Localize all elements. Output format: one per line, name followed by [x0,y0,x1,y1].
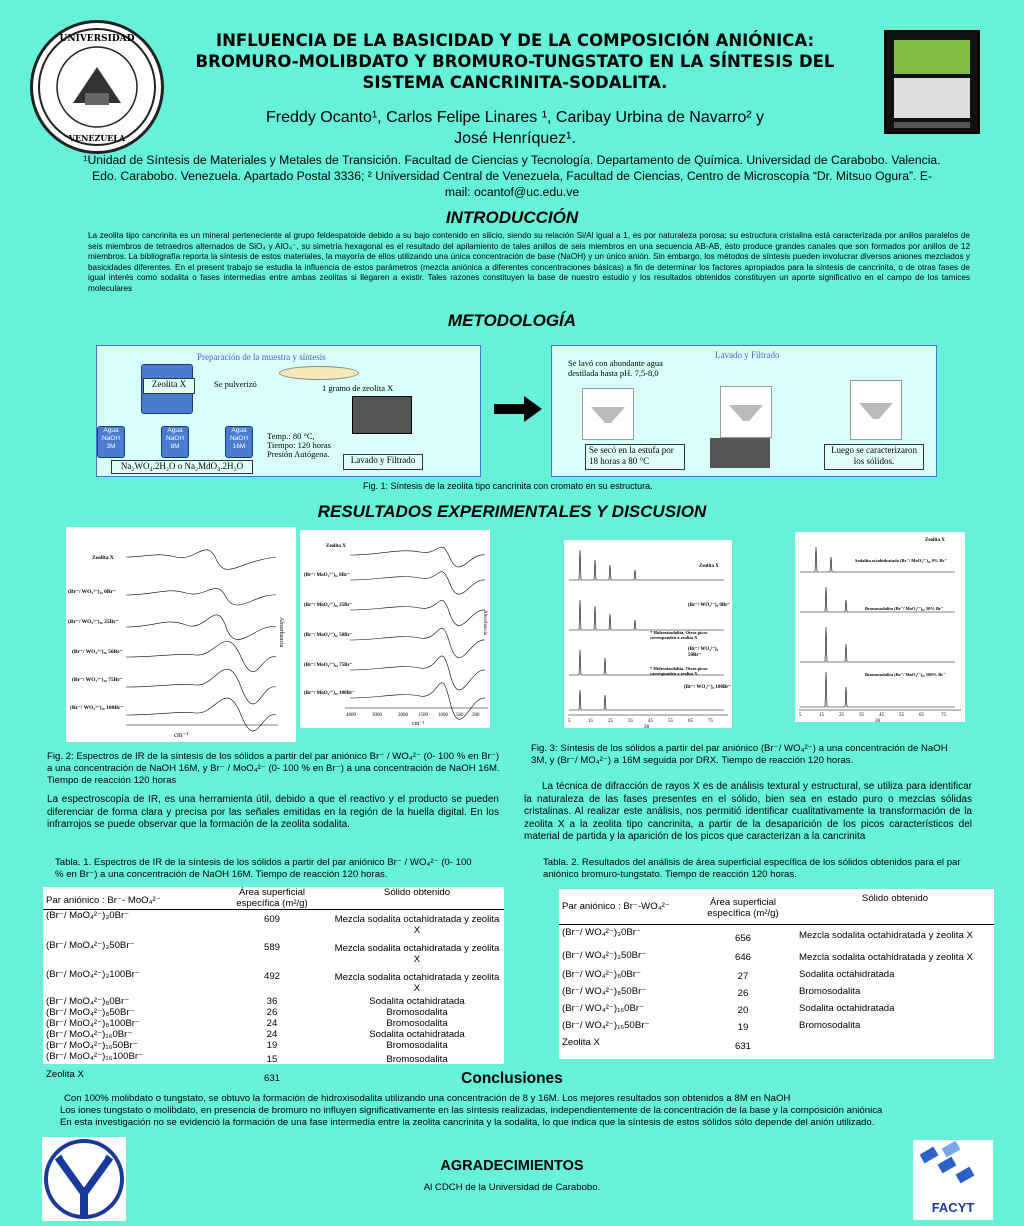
conditions [267,432,331,459]
funnel-icon-1 [582,388,634,440]
ir-plot-2 [300,530,490,728]
method-box-synthesis [96,345,481,477]
xrd2-tick-7: 75 [941,713,946,718]
t1-h2: Sólido obtenido [330,887,504,910]
t2-r1c0: (Br⁻/ WO₄²⁻)₃50Br⁻ [562,950,647,961]
xrd2-tick-2: 25 [839,713,844,718]
autoclave-icon [352,396,412,434]
ucv-seal-logo [30,20,164,154]
svg-text:UNIVERSIDAD: UNIVERSIDAD [59,34,135,44]
ir2-label-2: (Br⁻/ MoO₄²⁻)₁₆ 25Br⁻ [304,603,353,608]
naoh-3m-vessel: Agua NaOH 3M [97,426,125,458]
ir1-ylabel: Absorbancia [278,617,284,648]
ir2-label-0: Zeolita X [326,544,346,549]
xrd1-tick-6: 65 [688,719,693,724]
table-row [43,1018,504,1029]
results-heading: RESULTADOS EXPERIMENTALES Y DISCUSION [317,502,707,521]
xrd1-tick-4: 45 [648,719,653,724]
facyt-logo [913,1140,993,1220]
intro-heading: INTRODUCCIÓN [445,208,579,227]
caract-box: Luego se caracterizaron los sólidos. [824,444,924,470]
xrd1-tick-5: 55 [668,719,673,724]
table-row [43,936,504,965]
t2-r0c2: Mezcla sodalita octahidratada y zeolita X [799,930,973,941]
t1-r7c1: 19 [266,1040,278,1051]
ir2-tick-0: 4000 [346,713,356,718]
t1-r8c0: (Br⁻/ MoO₄²⁻)₁₆100Br⁻ [46,1051,144,1062]
t1-r5c1: 24 [266,1018,278,1029]
pulverizo-label: Se pulverizó [214,379,257,389]
cond-time: Tiempo: 120 horas [267,440,331,450]
xrd1-label-4: * Hidroxisodalita. Otros picos corresponden a zeolita X [650,666,708,676]
t1-r0c0: (Br⁻/ MoO₄²⁻)₃0Br⁻ [46,910,130,921]
ir2-tick-6: 200 [472,713,480,718]
ir2-label-1: (Br⁻/ MoO₄²⁻)₁₆ 0Br⁻ [304,573,350,578]
conclusion-3: En esta investigación no se evidenció la formación de una fase intermedia entre la zeolita cancrinita y la sodalita, lo que indica que la síntesis de estos sólidos sólo depende del anión utilizado. [60,1117,875,1129]
xrd1-label-3: (Br⁻/ WO₄²⁻)₈ 50Br⁻ [688,647,719,658]
table2-header [559,889,994,925]
salt-box: Na₂WO₄.2H₂O o Na₂MdO₄.2H₂O [111,460,253,474]
right-arrow-icon [494,396,542,427]
ack-text: Al CDCH de la Universidad de Carabobo. [423,1182,601,1193]
lavado-box-1: Lavado y Filtrado [343,454,423,470]
table1-header [43,887,504,910]
t1-r2c2: Mezcla sodalita octahidratada y zeolita X [334,972,500,994]
t1-r1c0: (Br⁻/ MoO₄²⁻)₃50Br⁻ [46,940,135,951]
t2-r5c2: Bromosodalita [799,1020,861,1031]
t1-r8c2: Bromosodalita [386,1054,448,1065]
table-row [559,982,994,999]
table2 [559,889,994,1059]
table-row [559,944,994,963]
cond-pressure: Presión Autógena. [267,449,330,459]
facyt-text: FACYT [931,1200,975,1215]
xrd2-label-1: Sodalita octahidratada (Br⁻/ MoO₄²⁻)₁₆ 0% Br⁻ [855,558,947,563]
t1-r9c0: Zeolita X [46,1069,84,1080]
t2-r4c1: 20 [737,1005,749,1016]
t2-r2c1: 27 [737,971,749,982]
xrd1-label-0: Zeolita X [699,564,719,569]
t2-r0c0: (Br⁻/ WO₄²⁻)₃0Br⁻ [562,927,641,938]
gramo-label: 1 gramo de zeolita X [322,383,394,393]
xrd1-tick-0: 5 [568,719,571,724]
table-row [559,963,994,982]
t1-r2c0: (Br⁻/ MoO₄²⁻)₃100Br⁻ [46,969,140,980]
ir2-ylabel: Absorbancia [482,610,487,636]
t2-r6c0: Zeolita X [562,1037,600,1048]
t1-r5c0: (Br⁻/ MoO₄²⁻)₈100Br⁻ [46,1018,140,1029]
xrd2-label-2: Bromosodalita (Br⁻/ MoO₄²⁻)₁₆ 50% Br⁻ [865,606,944,611]
conclusion-2: Los iones tungstato o molibdato, en presencia de bromuro no influyen significativamente en las síntesis realizadas, independientemente de la concentración de la base y la composición aniónica [60,1105,883,1117]
seco-box: Se secó en la estufa por 18 horas a 80 °C [585,444,685,470]
zeolita-x-box: Zeolita X [143,378,195,394]
ir1-label-2: (Br⁻/ WO₄²⁻)₁₆ 25Br⁻ [68,619,119,625]
poster-title: INFLUENCIA DE LA BASICIDAD Y DE LA COMPOSICIÓN ANIÓNICA: BROMURO-MOLIBDATO Y BROMURO-TUNGSTATO EN LA SÍNTESIS DEL SISTEMA CANCRINITA-SODALITA. [195,31,835,92]
t2-r3c1: 26 [737,988,749,999]
t2-r0c1: 656 [734,933,751,944]
ir2-tick-1: 3000 [372,713,382,718]
xrd1-tick-1: 15 [588,719,593,724]
t2-r1c2: Mezcla sodalita octahidratada y zeolita X [799,952,973,963]
ir2-label-4: (Br⁻/ MoO₄²⁻)₁₆ 75Br⁻ [304,663,353,668]
xrd2-label-3: Bromosodalita (Br⁻/ MoO₄²⁻)₁₆ 100% Br⁻ [865,672,946,677]
method-heading: METODOLOGÍA [447,311,577,330]
t2-r2c0: (Br⁻/ WO₄²⁻)₈0Br⁻ [562,969,642,980]
t1-r4c1: 26 [266,1007,278,1018]
funnel-icon-2 [720,386,772,438]
t1-h0: Par aniónico : Br⁻- MoO₄²⁻ [43,887,214,910]
t1-r4c2: Bromosodalita [386,1007,448,1018]
funnel-icon-3 [850,380,902,440]
ir1-label-5: (Br⁻/ WO₄²⁻)₁₆ 100Br⁻ [70,705,124,711]
ir2-tick-4: 1000 [438,713,448,718]
t2-r5c1: 19 [737,1022,749,1033]
table-row [559,1033,994,1052]
fig3-caption: Fig. 3: Síntesis de los sólidos a partir del par aniónico (Br⁻/ WO₄²⁻) a una concentración de NaOH 3M, y (Br⁻/ MO₄²⁻) a 16M seguida por DRX. Tiempo de reacción 120 horas. [531,743,948,766]
xrd1-tick-2: 25 [608,719,613,724]
xrd2-tick-3: 35 [859,713,864,718]
t2-r6c2 [796,1033,994,1052]
t1-r5c2: Bromosodalita [386,1018,448,1029]
t1-r6c0: (Br⁻/ MoO₄²⁻)₁₆0Br⁻ [46,1029,133,1040]
conclusions-heading: Conclusiones [461,1070,563,1087]
fig2-caption: Fig. 2: Espectros de IR de la síntesis de los sólidos a partir del par aniónico Br⁻ / WO₄²⁻ (0- 100 % en Br⁻) a una concentración de NaOH 16M, y Br⁻ / MoO₄²⁻ (0- 100 % en Br⁻) a una concentración de NaOH 16M. Tiempo de reacción 120 horas [47,751,500,786]
table-row [43,965,504,994]
t1-r3c1: 36 [266,996,278,1007]
para-ir: La espectroscopía de IR, es una herramienta útil, debido a que el reactivo y el producto se pueden diferenciar de forma clara y precisa por las señales emitidas en la región de la huella digital. En los infrarrojos se puede observar que la formación de la zeolita sodalita. [47,794,499,830]
ir1-label-0: Zeolita X [92,555,114,561]
t1-r3c2: Sodalita octahidratada [369,996,465,1007]
t2-r4c2: Sodalita octahidratada [799,1003,895,1014]
xrd-chart-molybdate [795,532,965,722]
t2-r5c0: (Br⁻/ WO₄²⁻)₁₆50Br⁻ [562,1020,650,1031]
cond-temp: Temp.: 80 °C, [267,431,315,441]
table-row [559,1016,994,1033]
t1-r1c1: 589 [263,942,280,953]
t1-r1c2: Mezcla sodalita octahidratada y zeolita X [334,943,500,965]
xrd1-label-5: (Br⁻/ WO₄²⁻)₈ 100Br⁻ [684,685,732,690]
t1-r0c2: Mezcla sodalita octahidratada y zeolita X [334,914,500,936]
xrd1-tick-3: 35 [628,719,633,724]
t2-r6c1: 631 [734,1041,751,1052]
powder-dish-icon [279,366,359,380]
t2-r1c1: 646 [734,952,751,963]
intro-text: La zeolita tipo cancrinita es un mineral perteneciente al grupo feldespatoide debido a su bajo contenido en silicio, siendo su relación Si/Al igual a 1, es por naturaleza porosa; su estructura cristalina está caracterizada por anillos paralelos de seis miembros de tetraedros alternados de SiO₄ y AlO₄⁻, su simetría hexagonal es el resultado del apilamiento de tales anillos de seis miembros en una secuencia AB-AB, ésto produce grandes canales que son formados por anillos de 12 miembros. La bibliografía reporta la síntesis de estos materiales, la mayoría de ellos utilizando una única concentración de base (NaOH) y un único anión. Sin embargo, los métodos de síntesis pueden involucrar diversos aniones mezclados y basicidades diferentes. En el present trabajo se estudia la influencia de estos parámetros (mezcla aniónica a diferentes concentraciones básicas) a fin de determinar los factores apropiados para la síntesis de cancrinita, o de otras fases de igual interés como sodalita o fases intermedias entre ambas zeolitas si llegaren a existir. Tales razones constituyen la base de nuestro estudio y los resultados obtenidos constituyen un aporte significativo en el campo de los tamices moleculares [88,231,970,293]
ir-chart-tungstate [66,527,296,742]
t1-r6c1: 24 [266,1029,278,1040]
authors-line-2: José Henríquez¹. [454,130,576,147]
t1-r7c2: Bromosodalita [386,1040,448,1051]
naoh-8m-vessel: Agua NaOH 8M [161,426,189,458]
table-row [43,1029,504,1040]
t2-h1: Área superficial específica (m²/g) [690,889,796,925]
table-row [559,999,994,1016]
t2-h2: Sólido obtenido [796,889,994,925]
oven-icon [710,438,770,468]
xrd2-tick-4: 45 [879,713,884,718]
xrd1-label-1: (Br⁻/ WO₄²⁻)₈ 0Br⁻ [688,603,731,608]
xrd2-xlabel: 2θ [875,719,880,722]
para-drx: La técnica de difracción de rayos X es de análisis textural y estructural, se utiliza para identificar la naturaleza de las fases presentes en el sólido, bien sea en estado puro o mezclas sólidas cristalinas. Al realizar este análisis, nos permitió identificar cualitativamente la transformación de la zeolita X a la zeolita tipo cancrinita, a partir de la desaparición de los picos característicos del material de partida y la aparición de los picos que caracterizan a la cancrinita [524,781,972,842]
table2-caption: Tabla. 2. Resultados del análisis de área superficial específica de los sólidos obtenidos para el par aniónico bromuro-tungstato. Tiempo de reacción 120 horas. [543,857,961,880]
xrd2-tick-0: 5 [799,713,802,718]
conclusions-text [60,1093,960,1130]
svg-text:VENEZUELA: VENEZUELA [68,133,126,143]
t1-r4c0: (Br⁻/ MoO₄²⁻)₈50Br⁻ [46,1007,135,1018]
t2-r3c0: (Br⁻/ WO₄²⁻)₈50Br⁻ [562,986,647,997]
xrd1-label-2: * Hidroxisodalita. Otros picos corresponden a zeolita X [650,630,708,640]
table-row [43,1007,504,1018]
t1-r8c1: 15 [266,1054,278,1065]
xrd2-tick-1: 15 [819,713,824,718]
ir2-tick-5: 500 [456,713,464,718]
table-row [43,1040,504,1051]
naoh-16m-vessel: Agua NaOH 16M [225,426,253,458]
ir1-label-1: (Br⁻/ WO₄²⁻)₁₆ 0Br⁻ [68,589,116,595]
t2-r4c0: (Br⁻/ WO₄²⁻)₁₆0Br⁻ [562,1003,645,1014]
authors-line-1: Freddy Ocanto¹, Carlos Felipe Linares ¹, Caribay Urbina de Navarro² y [266,109,764,126]
fig1-caption: Fig. 1: Síntesis de la zeolita tipo cancrinita con cromato en su estructura. [363,481,653,491]
affiliation: ¹Unidad de Síntesis de Materiales y Metales de Transición. Facultad de Ciencias y Tecnología. Departamento de Química. Universidad de Carabobo. Valencia. Edo. Carabobo. Venezuela. Apartado Postal 3336; ² Universidad Central de Venezuela, Facultad de Ciencias, Centro de Microscopía “Dr. Mitsuo Ogura”. E-mail: ocantof@uc.edu.ve [83,153,941,199]
t2-r2c2: Sodalita octahidratada [799,969,895,980]
ir2-label-3: (Br⁻/ MoO₄²⁻)₁₆ 50Br⁻ [304,633,353,638]
xrd2-tick-6: 65 [919,713,924,718]
box2-title: Lavado y Filtrado [715,350,780,360]
ir1-xlabel: cm⁻¹ [174,731,189,739]
ir2-tick-2: 2000 [398,713,408,718]
authors [170,107,860,149]
table-row [43,910,504,937]
t2-h0: Par aniónico : Br⁻-WO₄²⁻ [559,889,690,925]
ir2-tick-3: 1500 [418,713,428,718]
ir1-label-3: (Br⁻/ WO₄²⁻)₁₆ 50Br⁻ [72,649,123,655]
method-box-washing [551,345,937,477]
xrd1-xlabel: 2θ [644,725,649,728]
t1-r2c1: 492 [263,971,280,982]
t1-r0c1: 609 [263,914,280,925]
box1-title: Preparación de la muestra y síntesis [197,352,326,362]
ir2-label-5: (Br⁻/ MoO₄²⁻)₁₆ 100Br⁻ [304,691,355,696]
uc-crest-logo [884,30,980,134]
t2-r3c2: Bromosodalita [799,986,861,997]
t1-h1: Área superficial específica (m²/g) [214,887,330,910]
t1-r9c1: 631 [263,1073,280,1084]
table-row [43,1051,504,1065]
table1 [43,887,504,1084]
ir-chart-molybdate [300,530,490,728]
t1-r3c0: (Br⁻/ MoO₄²⁻)₈0Br⁻ [46,996,130,1007]
t1-r7c0: (Br⁻/ MoO₄²⁻)₁₆50Br⁻ [46,1040,138,1051]
xrd-chart-tungstate [564,540,732,728]
ir1-label-4: (Br⁻/ WO₄²⁻)₁₆ 75Br⁻ [72,677,123,683]
table-row [43,994,504,1007]
xrd2-tick-5: 55 [899,713,904,718]
uc-footer-logo [42,1137,126,1221]
xrd2-label-0: Zeolita X [925,538,945,543]
ir2-xlabel: cm⁻¹ [412,721,425,727]
table1-caption: Tabla. 1. Espectros de IR de la síntesis de los sólidos a partir del par aniónico Br⁻ / WO₄²⁻ (0- 100 % en Br⁻) a una concentración de NaOH 16M. Tiempo de reacción 120 horas. [55,857,472,880]
conclusion-1: Con 100% molibdato o tungstato, se obtuvo la formación de hidroxisodalita utilizando una concentración de 8 y 16M. Los mejores resultados son obtenidos a 8M en NaOH [64,1093,791,1104]
table-row [559,925,994,945]
ack-heading: AGRADECIMIENTOS [440,1158,584,1174]
xrd1-tick-7: 75 [708,719,713,724]
lavo-label: Se lavó con abundante agua destilada hasta pH. 7,5-8,0 [568,358,663,378]
t1-r6c2: Sodalita octahidratada [369,1029,465,1040]
